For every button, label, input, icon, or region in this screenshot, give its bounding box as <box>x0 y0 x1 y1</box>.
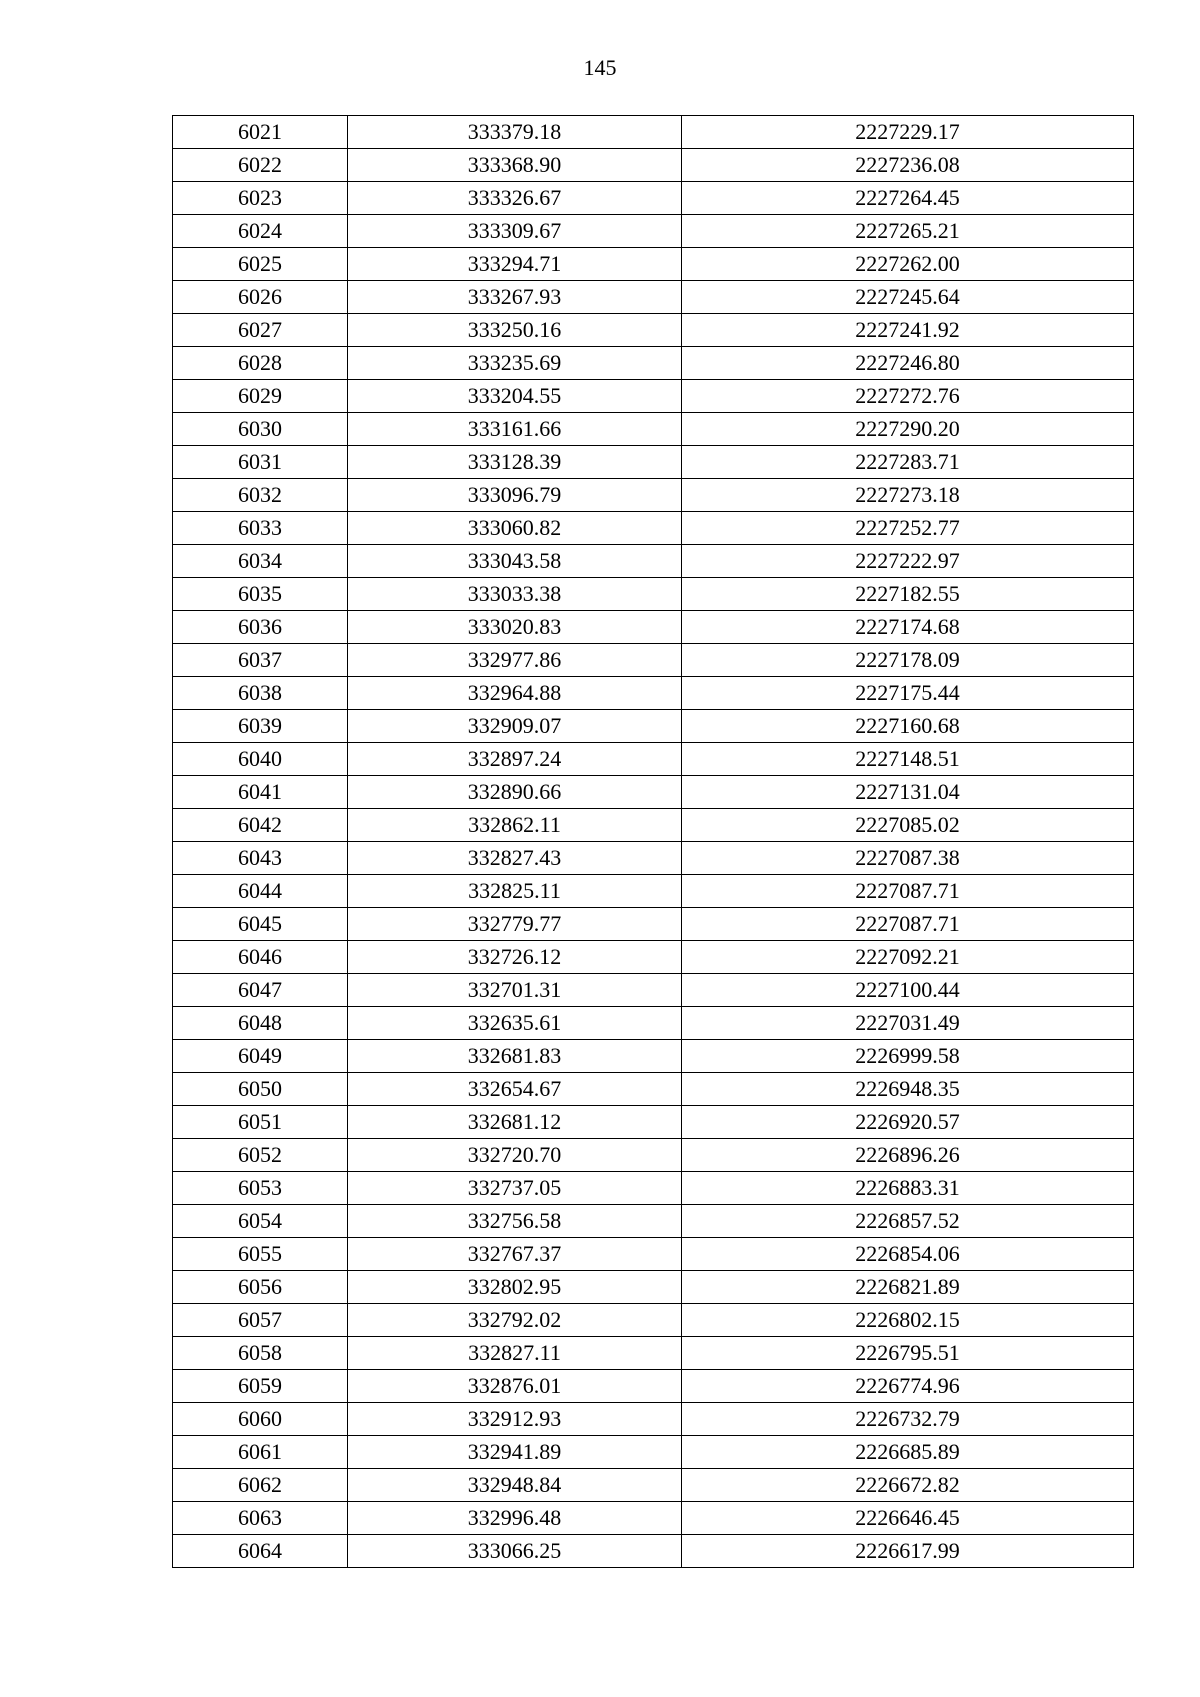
point-id-cell: 6031 <box>173 446 348 479</box>
x-coordinate-cell: 332726.12 <box>348 941 682 974</box>
table-row <box>173 578 1134 611</box>
point-id-cell: 6030 <box>173 413 348 446</box>
y-coordinate-cell: 2226883.31 <box>682 1172 1134 1205</box>
point-id-cell: 6050 <box>173 1073 348 1106</box>
point-id-cell: 6042 <box>173 809 348 842</box>
table-row <box>173 1172 1134 1205</box>
point-id-cell: 6062 <box>173 1469 348 1502</box>
table-row <box>173 1238 1134 1271</box>
x-coordinate-cell: 333326.67 <box>348 182 682 215</box>
table-row <box>173 1007 1134 1040</box>
x-coordinate-cell: 332802.95 <box>348 1271 682 1304</box>
point-id-cell: 6040 <box>173 743 348 776</box>
y-coordinate-cell: 2227087.71 <box>682 908 1134 941</box>
x-coordinate-cell: 333267.93 <box>348 281 682 314</box>
point-id-cell: 6021 <box>173 116 348 149</box>
y-coordinate-cell: 2227262.00 <box>682 248 1134 281</box>
table-row <box>173 248 1134 281</box>
table-row <box>173 908 1134 941</box>
coordinate-table <box>172 115 1134 1568</box>
y-coordinate-cell: 2226920.57 <box>682 1106 1134 1139</box>
y-coordinate-cell: 2227160.68 <box>682 710 1134 743</box>
y-coordinate-cell: 2227100.44 <box>682 974 1134 1007</box>
point-id-cell: 6023 <box>173 182 348 215</box>
y-coordinate-cell: 2226999.58 <box>682 1040 1134 1073</box>
x-coordinate-cell: 332977.86 <box>348 644 682 677</box>
point-id-cell: 6028 <box>173 347 348 380</box>
y-coordinate-cell: 2227245.64 <box>682 281 1134 314</box>
table-row <box>173 314 1134 347</box>
x-coordinate-cell: 333294.71 <box>348 248 682 281</box>
x-coordinate-cell: 333379.18 <box>348 116 682 149</box>
point-id-cell: 6032 <box>173 479 348 512</box>
x-coordinate-cell: 332701.31 <box>348 974 682 1007</box>
y-coordinate-cell: 2227087.38 <box>682 842 1134 875</box>
x-coordinate-cell: 332756.58 <box>348 1205 682 1238</box>
table-row <box>173 281 1134 314</box>
x-coordinate-cell: 332681.12 <box>348 1106 682 1139</box>
table-row <box>173 413 1134 446</box>
table-row <box>173 1403 1134 1436</box>
table-row <box>173 380 1134 413</box>
y-coordinate-cell: 2226646.45 <box>682 1502 1134 1535</box>
x-coordinate-cell: 332948.84 <box>348 1469 682 1502</box>
table-row <box>173 545 1134 578</box>
point-id-cell: 6027 <box>173 314 348 347</box>
x-coordinate-cell: 332890.66 <box>348 776 682 809</box>
point-id-cell: 6041 <box>173 776 348 809</box>
point-id-cell: 6056 <box>173 1271 348 1304</box>
y-coordinate-cell: 2226802.15 <box>682 1304 1134 1337</box>
x-coordinate-cell: 332635.61 <box>348 1007 682 1040</box>
x-coordinate-cell: 332862.11 <box>348 809 682 842</box>
point-id-cell: 6052 <box>173 1139 348 1172</box>
point-id-cell: 6055 <box>173 1238 348 1271</box>
table-row <box>173 1304 1134 1337</box>
y-coordinate-cell: 2227222.97 <box>682 545 1134 578</box>
table-row <box>173 1370 1134 1403</box>
y-coordinate-cell: 2227178.09 <box>682 644 1134 677</box>
x-coordinate-cell: 332720.70 <box>348 1139 682 1172</box>
point-id-cell: 6049 <box>173 1040 348 1073</box>
y-coordinate-cell: 2226896.26 <box>682 1139 1134 1172</box>
y-coordinate-cell: 2227174.68 <box>682 611 1134 644</box>
y-coordinate-cell: 2226774.96 <box>682 1370 1134 1403</box>
point-id-cell: 6059 <box>173 1370 348 1403</box>
x-coordinate-cell: 332792.02 <box>348 1304 682 1337</box>
point-id-cell: 6025 <box>173 248 348 281</box>
y-coordinate-cell: 2227031.49 <box>682 1007 1134 1040</box>
point-id-cell: 6054 <box>173 1205 348 1238</box>
point-id-cell: 6036 <box>173 611 348 644</box>
point-id-cell: 6022 <box>173 149 348 182</box>
table-row <box>173 1502 1134 1535</box>
page-number: 145 <box>583 55 617 80</box>
table-row <box>173 1436 1134 1469</box>
y-coordinate-cell: 2227148.51 <box>682 743 1134 776</box>
y-coordinate-cell: 2227273.18 <box>682 479 1134 512</box>
x-coordinate-cell: 332996.48 <box>348 1502 682 1535</box>
table-row <box>173 1139 1134 1172</box>
point-id-cell: 6063 <box>173 1502 348 1535</box>
x-coordinate-cell: 333060.82 <box>348 512 682 545</box>
point-id-cell: 6047 <box>173 974 348 1007</box>
point-id-cell: 6051 <box>173 1106 348 1139</box>
table-row <box>173 182 1134 215</box>
table-row <box>173 875 1134 908</box>
x-coordinate-cell: 333368.90 <box>348 149 682 182</box>
point-id-cell: 6029 <box>173 380 348 413</box>
table-row <box>173 941 1134 974</box>
coordinate-table-body <box>173 116 1134 1568</box>
point-id-cell: 6033 <box>173 512 348 545</box>
table-row <box>173 149 1134 182</box>
point-id-cell: 6039 <box>173 710 348 743</box>
point-id-cell: 6057 <box>173 1304 348 1337</box>
y-coordinate-cell: 2227290.20 <box>682 413 1134 446</box>
y-coordinate-cell: 2226685.89 <box>682 1436 1134 1469</box>
x-coordinate-cell: 333033.38 <box>348 578 682 611</box>
table-row <box>173 710 1134 743</box>
x-coordinate-cell: 332827.11 <box>348 1337 682 1370</box>
table-row <box>173 743 1134 776</box>
y-coordinate-cell: 2227272.76 <box>682 380 1134 413</box>
y-coordinate-cell: 2227246.80 <box>682 347 1134 380</box>
table-row <box>173 611 1134 644</box>
x-coordinate-cell: 333309.67 <box>348 215 682 248</box>
table-row <box>173 215 1134 248</box>
table-row <box>173 842 1134 875</box>
point-id-cell: 6053 <box>173 1172 348 1205</box>
table-row <box>173 347 1134 380</box>
y-coordinate-cell: 2227252.77 <box>682 512 1134 545</box>
y-coordinate-cell: 2226857.52 <box>682 1205 1134 1238</box>
y-coordinate-cell: 2226948.35 <box>682 1073 1134 1106</box>
x-coordinate-cell: 332767.37 <box>348 1238 682 1271</box>
y-coordinate-cell: 2227182.55 <box>682 578 1134 611</box>
x-coordinate-cell: 332941.89 <box>348 1436 682 1469</box>
point-id-cell: 6064 <box>173 1535 348 1568</box>
table-row <box>173 1535 1134 1568</box>
y-coordinate-cell: 2226617.99 <box>682 1535 1134 1568</box>
x-coordinate-cell: 332876.01 <box>348 1370 682 1403</box>
y-coordinate-cell: 2226854.06 <box>682 1238 1134 1271</box>
point-id-cell: 6048 <box>173 1007 348 1040</box>
x-coordinate-cell: 333066.25 <box>348 1535 682 1568</box>
table-row <box>173 974 1134 1007</box>
x-coordinate-cell: 332909.07 <box>348 710 682 743</box>
y-coordinate-cell: 2227085.02 <box>682 809 1134 842</box>
y-coordinate-cell: 2227229.17 <box>682 116 1134 149</box>
point-id-cell: 6058 <box>173 1337 348 1370</box>
point-id-cell: 6035 <box>173 578 348 611</box>
y-coordinate-cell: 2226821.89 <box>682 1271 1134 1304</box>
table-row <box>173 116 1134 149</box>
table-row <box>173 1073 1134 1106</box>
table-row <box>173 677 1134 710</box>
y-coordinate-cell: 2227283.71 <box>682 446 1134 479</box>
point-id-cell: 6044 <box>173 875 348 908</box>
table-row <box>173 479 1134 512</box>
x-coordinate-cell: 332779.77 <box>348 908 682 941</box>
point-id-cell: 6060 <box>173 1403 348 1436</box>
x-coordinate-cell: 332654.67 <box>348 1073 682 1106</box>
y-coordinate-cell: 2227241.92 <box>682 314 1134 347</box>
y-coordinate-cell: 2227131.04 <box>682 776 1134 809</box>
x-coordinate-cell: 333096.79 <box>348 479 682 512</box>
point-id-cell: 6038 <box>173 677 348 710</box>
x-coordinate-cell: 332737.05 <box>348 1172 682 1205</box>
table-row <box>173 1469 1134 1502</box>
table-row <box>173 776 1134 809</box>
table-row <box>173 809 1134 842</box>
x-coordinate-cell: 332825.11 <box>348 875 682 908</box>
point-id-cell: 6024 <box>173 215 348 248</box>
point-id-cell: 6037 <box>173 644 348 677</box>
table-row <box>173 446 1134 479</box>
y-coordinate-cell: 2227092.21 <box>682 941 1134 974</box>
x-coordinate-cell: 332897.24 <box>348 743 682 776</box>
point-id-cell: 6046 <box>173 941 348 974</box>
y-coordinate-cell: 2227265.21 <box>682 215 1134 248</box>
y-coordinate-cell: 2227264.45 <box>682 182 1134 215</box>
point-id-cell: 6043 <box>173 842 348 875</box>
point-id-cell: 6045 <box>173 908 348 941</box>
x-coordinate-cell: 333043.58 <box>348 545 682 578</box>
y-coordinate-cell: 2227175.44 <box>682 677 1134 710</box>
x-coordinate-cell: 332912.93 <box>348 1403 682 1436</box>
table-row <box>173 512 1134 545</box>
x-coordinate-cell: 333204.55 <box>348 380 682 413</box>
x-coordinate-cell: 332827.43 <box>348 842 682 875</box>
x-coordinate-cell: 333161.66 <box>348 413 682 446</box>
point-id-cell: 6061 <box>173 1436 348 1469</box>
y-coordinate-cell: 2227236.08 <box>682 149 1134 182</box>
table-row <box>173 1106 1134 1139</box>
table-row <box>173 1040 1134 1073</box>
y-coordinate-cell: 2226795.51 <box>682 1337 1134 1370</box>
table-row <box>173 1337 1134 1370</box>
x-coordinate-cell: 333020.83 <box>348 611 682 644</box>
point-id-cell: 6034 <box>173 545 348 578</box>
table-row <box>173 1271 1134 1304</box>
x-coordinate-cell: 332964.88 <box>348 677 682 710</box>
y-coordinate-cell: 2226672.82 <box>682 1469 1134 1502</box>
x-coordinate-cell: 333235.69 <box>348 347 682 380</box>
y-coordinate-cell: 2227087.71 <box>682 875 1134 908</box>
table-row <box>173 1205 1134 1238</box>
x-coordinate-cell: 333250.16 <box>348 314 682 347</box>
x-coordinate-cell: 332681.83 <box>348 1040 682 1073</box>
y-coordinate-cell: 2226732.79 <box>682 1403 1134 1436</box>
point-id-cell: 6026 <box>173 281 348 314</box>
table-row <box>173 644 1134 677</box>
x-coordinate-cell: 333128.39 <box>348 446 682 479</box>
